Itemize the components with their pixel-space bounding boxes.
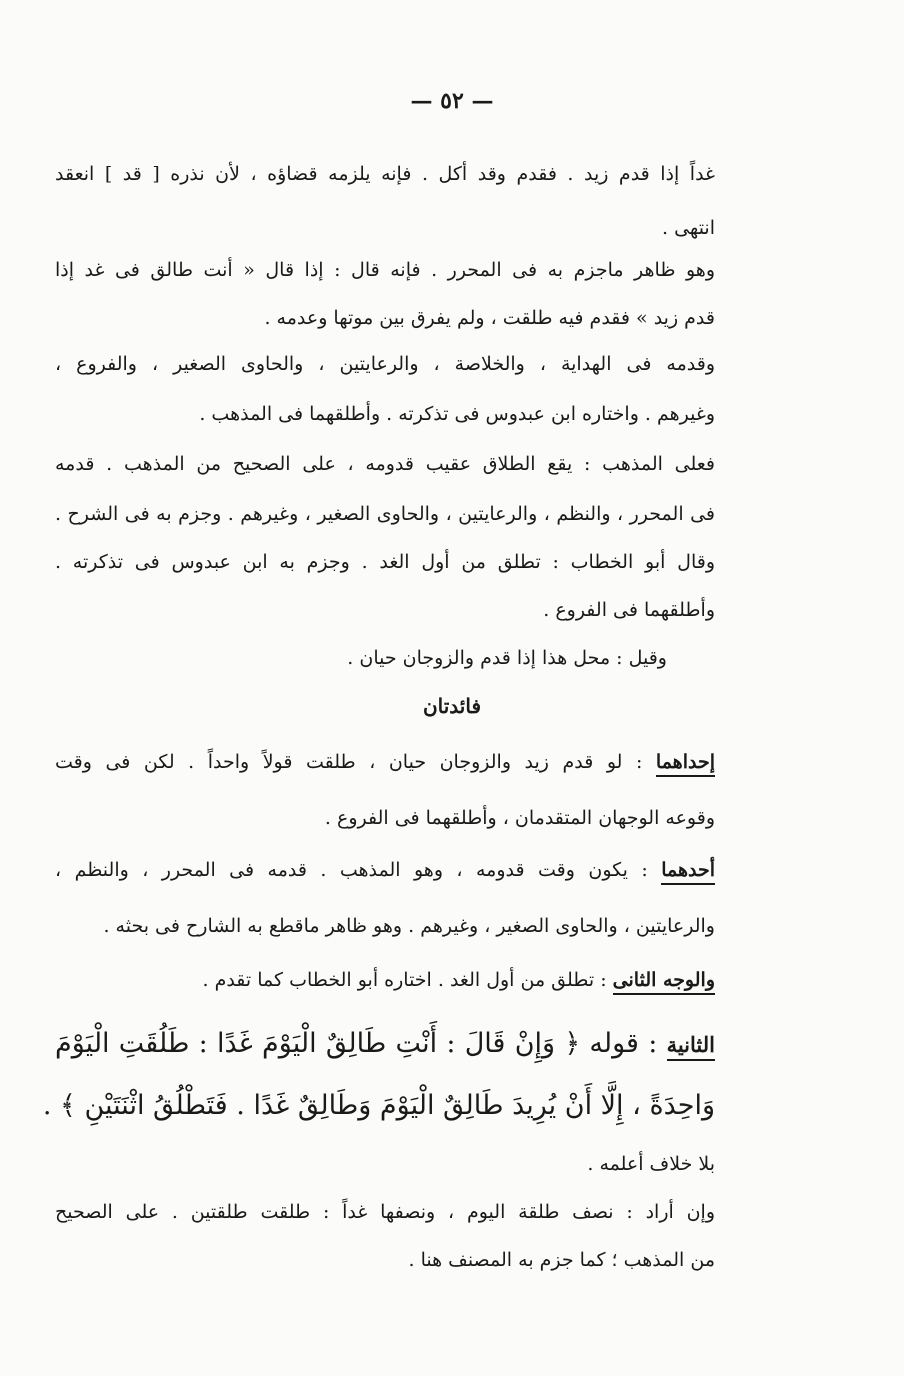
verse-line: [55, 1026, 715, 1063]
paragraph-line: والرعايتين ، والحاوى الصغير ، وغيرهم . وهو ظاهر ماقطع به الشارح فى بحثه .: [103, 915, 715, 937]
paragraph: [55, 450, 715, 540]
verse-line: وَاحِدَةً ، إِلَّا أَنْ يُرِيدَ طَالِقٌ الْيَوْمَ وَطَالِقٌ غَدًا . فَتَطْلُقُ اثْنَتَيْنِ ﴾ .: [42, 1090, 715, 1121]
paragraph: [55, 644, 715, 684]
paragraph-line: انتهى .: [662, 217, 715, 239]
paragraph-line: وإن أراد : نصف طلقة اليوم ، ونصفها غداً : طلقت طلقتين . على الصحيح: [55, 1201, 715, 1223]
paragraph-line: وغيرهم . واختاره ابن عبدوس فى تذكرته . وأطلقهما فى المذهب .: [199, 403, 715, 425]
aspect-label: أحدهما: [661, 859, 715, 885]
aspect-label: والوجه الثانى: [613, 969, 715, 995]
paragraph-line: [55, 856, 715, 884]
paragraph-line: من المذهب ؛ كما جزم به المصنف هنا .: [408, 1249, 715, 1271]
aspect-text: : يكون وقت قدومه ، وهو المذهب . قدمه فى المحرر ، والنظم ،: [55, 859, 648, 881]
benefit-text: : لو قدم زيد والزوجان حيان ، طلقت قولاً واحداً . لكن فى وقت: [55, 751, 643, 773]
paragraph: [55, 548, 715, 638]
paragraph-line: وقال أبو الخطاب : تطلق من أول الغد . وجزم به ابن عبدوس فى تذكرته .: [55, 551, 715, 573]
section-heading: فائدتان: [422, 694, 482, 718]
paragraph-line: [202, 966, 715, 994]
paragraph-line: فعلى المذهب : يقع الطلاق عقيب قدومه ، على الصحيح من المذهب . قدمه: [55, 453, 715, 475]
paragraph-line: غداً إذا قدم زيد . فقدم وقد أكل . فإنه يلزمه قضاؤه ، لأن نذره [ قد ] انعقد: [55, 163, 715, 185]
aspect-two: [55, 966, 715, 1006]
paragraph: [55, 160, 715, 250]
paragraph: [55, 350, 715, 440]
paragraph-line: وقوعه الوجهان المتقدمان ، وأطلقهما فى الفروع .: [324, 807, 715, 829]
benefit-label: إحداهما: [656, 751, 715, 777]
benefit-label: الثانية: [667, 1032, 715, 1061]
paragraph: [55, 256, 715, 346]
aspect-text: : تطلق من أول الغد . اختاره أبو الخطاب كما تقدم .: [202, 969, 607, 991]
page-number: — ٥٢ —: [410, 88, 494, 114]
verse-text: : قوله ﴿ وَإِنْ قَالَ : أَنْتِ طَالِقٌ الْيَوْمَ غَدًا : طَلُقَتِ الْيَوْمَ: [55, 1028, 658, 1059]
paragraph-line: فى المحرر ، والنظم ، والرعايتين ، والحاوى الصغير ، وغيرهم . وجزم به فى الشرح .: [55, 503, 715, 525]
paragraph: [55, 1198, 715, 1288]
paragraph-line: وقدمه فى الهداية ، والخلاصة ، والرعايتين ، والحاوى الصغير ، والفروع ،: [55, 353, 715, 375]
paragraph-line: وقيل : محل هذا إذا قدم والزوجان حيان .: [347, 647, 667, 669]
paragraph-line: [55, 748, 715, 776]
benefit-second: [42, 1026, 715, 1176]
paragraph-line: وهو ظاهر ماجزم به فى المحرر . فإنه قال : إذا قال « أنت طالق فى غد إذا: [55, 259, 715, 281]
paragraph-line: بلا خلاف أعلمه .: [587, 1153, 715, 1175]
paragraph-line: وأطلقهما فى الفروع .: [543, 599, 715, 621]
benefit-first: [55, 748, 715, 848]
aspect-one: [55, 856, 715, 956]
paragraph-line: قدم زيد » فقدم فيه طلقت ، ولم يفرق بين موتها وعدمه .: [264, 307, 715, 329]
